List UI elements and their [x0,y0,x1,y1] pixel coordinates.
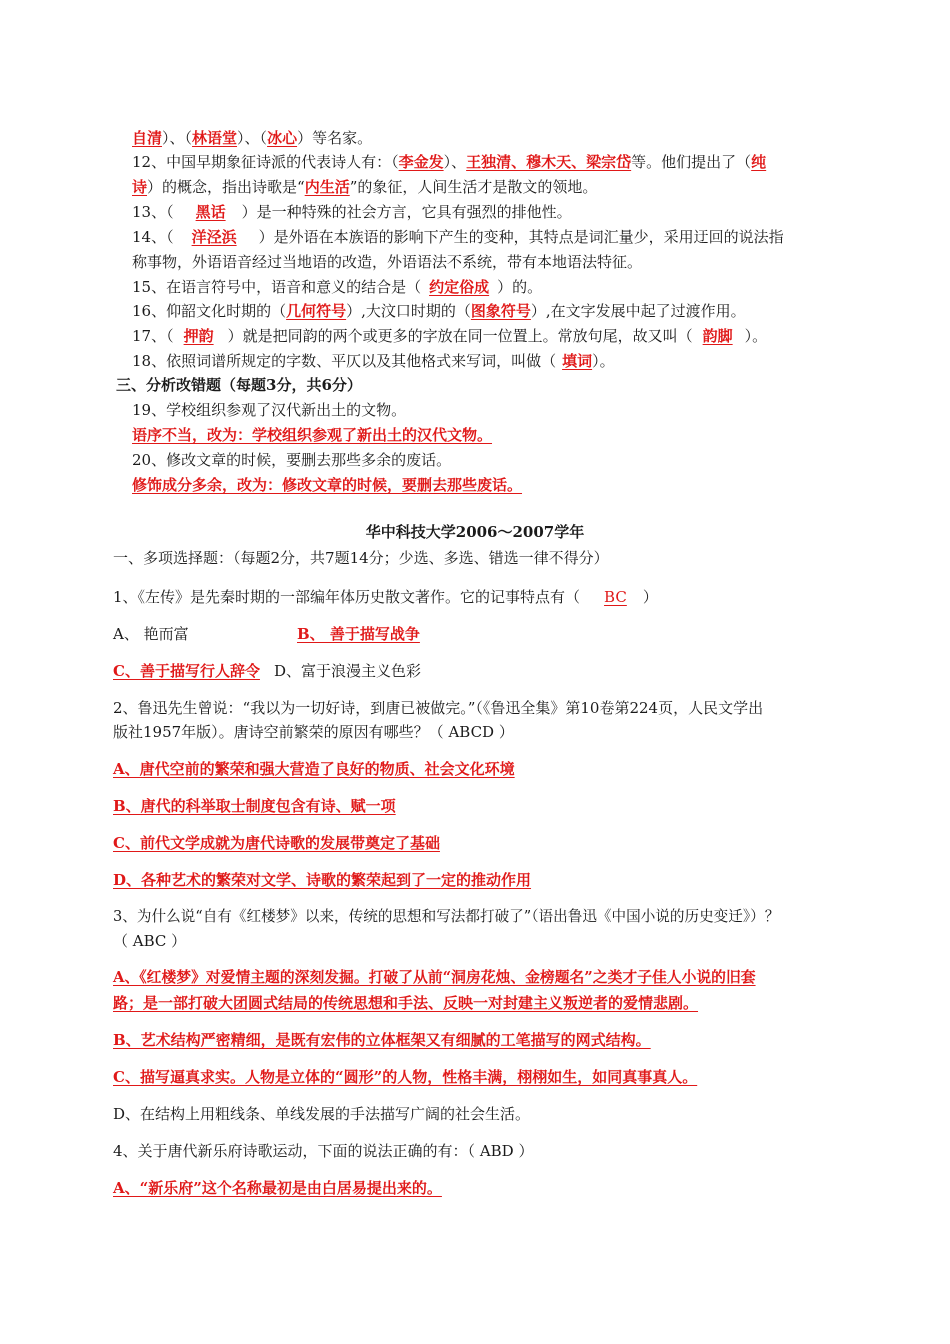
answer-text: 王独清、穆木天、梁宗岱 [466,153,632,171]
answer-text: 林语堂 [192,129,238,147]
question-text: ）,大汶口时期的（ [346,302,471,320]
answer-text: 冰心 [267,129,298,147]
answer-text: 纯 [751,153,767,171]
question-text: ）等名家。 [297,129,373,147]
section-heading-multiple-choice: 一、多项选择题：（每题2分，共7题14分；少选、多选、错选一律不得分） [113,549,609,567]
mc-question-1-options-cd [113,661,421,681]
section-heading-analysis: 三、分析改错题（每题3分，共6分） [116,376,362,394]
question-17 [132,326,767,346]
question-text: ）。 [744,327,768,345]
question-text: 12、中国早期象征诗派的代表诗人有：（ [132,153,399,171]
answer-text: 约定俗成 [429,278,490,296]
question-20: 20、修改文章的时候，要删去那些多余的废话。 [132,451,452,469]
question-16 [132,301,746,321]
answer-text: BC [604,588,627,606]
mc-question-2: 2、鲁迅先生曾说：“我以为一切好诗，到唐已被做完。”（《鲁迅全集》第10卷第224页，人民文学出 [113,699,764,717]
answer-text: 洋泾浜 [191,228,237,246]
question-14-continued: 称事物，外语语音经过当地语的改造，外语语法不系统，带有本地语法特征。 [132,253,643,271]
question-text: 18、依照词谱所规定的字数、平仄以及其他格式来写词，叫做（ [132,352,557,370]
question-12-continued [132,177,597,197]
answer-text: 黑话 [195,203,226,221]
question-text: ）就是把同韵的两个或更多的字放在同一位置上。常放句尾，故又叫（ [227,327,693,345]
exam-title: 华中科技大学2006～2007学年 [365,523,585,541]
mc-question-1-option-d: D、富于浪漫主义色彩 [273,662,421,680]
question-text: 15、在语言符号中，语音和意义的结合是（ [132,278,422,296]
question-19: 19、学校组织参观了汉代新出土的文物。 [132,401,407,419]
answer-text: 自清 [132,129,163,147]
answer-line-famous-writers [132,128,372,148]
question-text: ”的象征，人间生活才是散文的领地。 [349,178,598,196]
question-text: ）的。 [497,278,543,296]
question-text: ）、（ [237,129,268,147]
question-text: ）是一种特殊的社会方言，它具有强烈的排他性。 [241,203,572,221]
question-12 [132,152,766,172]
question-text: ）是外语在本族语的影响下产生的变种，其特点是词汇量少，采用迂回的说法指 [258,228,784,246]
mc-question-1 [113,587,658,607]
mc-question-1-option-b: B、 善于描写战争 [297,625,420,643]
question-text: 16、仰韶文化时期的（ [132,302,287,320]
mc-question-2-option-a: A、唐代空前的繁荣和强大营造了良好的物质、社会文化环境 [113,760,515,778]
mc-question-3-option-b: B、艺术结构严密精细，是既有宏伟的立体框架又有细腻的工笔描写的网式结构。 [113,1031,651,1049]
answer-text: 图象符号 [470,302,531,320]
question-text: ）的概念，指出诗歌是“ [147,178,305,196]
question-13 [132,202,572,222]
question-text: ）、 [443,153,467,171]
question-text: 等。他们提出了（ [631,153,752,171]
question-14 [132,227,784,247]
question-text: ）,在文字发展中起了过渡作用。 [530,302,746,320]
answer-text: 韵脚 [702,327,733,345]
answer-19: 语序不当，改为：学校组织参观了新出土的汉代文物。 [132,426,493,444]
question-text: ）。 [592,352,615,370]
question-15 [132,277,542,297]
answer-20: 修饰成分多余，改为：修改文章的时候，要删去那些废话。 [132,476,523,494]
question-text: 13、（ [132,203,174,221]
answer-text: 押韵 [183,327,214,345]
mc-question-3-option-a-line1: A、《红楼梦》对爱情主题的深刻发掘。打破了从前“洞房花烛、金榜题名”之类才子佳人小说的旧套 [113,969,756,986]
mc-question-2-option-b: B、唐代的科举取士制度包含有诗、赋一项 [113,797,396,815]
answer-text: 李金发 [398,153,444,171]
question-text: 14、（ [132,228,174,246]
mc-question-4-option-a: A、“新乐府”这个名称最初是由白居易提出来的。 [113,1179,442,1197]
question-text: 1、《左传》是先秦时期的一部编年体历史散文著作。它的记事特点有（ [113,588,581,606]
question-text: 17、（ [132,327,174,345]
mc-question-1-option-a: A、 艳而富 [113,625,189,643]
mc-question-2-continued: 版社1957年版）。唐诗空前繁荣的原因有哪些？（ ABCD ） [113,723,514,741]
question-18 [132,351,615,371]
answer-text: 内生活 [304,178,350,196]
mc-question-3: 3、为什么说“自有《红楼梦》以来，传统的思想和写法都打破了”（语出鲁迅《中国小说的历史变迁》）？ [113,908,780,925]
mc-question-3-option-a-line2: 路；是一部打破大团圆式结局的传统思想和手法、反映一对封建主义叛逆者的爱情悲剧。 [113,994,699,1012]
question-text: ）、（ [162,129,193,147]
mc-question-2-option-d: D、各种艺术的繁荣对文学、诗歌的繁荣起到了一定的推动作用 [113,871,532,889]
answer-text: 诗 [132,178,148,196]
mc-question-3-continued: （ ABC ） [113,932,187,950]
mc-question-4: 4、关于唐代新乐府诗歌运动，下面的说法正确的有：（ ABD ） [113,1142,534,1160]
mc-question-1-option-c: C、善于描写行人辞令 [113,662,260,680]
answer-text: 填词 [562,352,593,370]
answer-text: 几何符号 [286,302,347,320]
mc-question-2-option-c: C、前代文学成就为唐代诗歌的发展带奠定了基础 [113,834,440,852]
mc-question-3-option-d: D、在结构上用粗线条、单线发展的手法描写广阔的社会生活。 [113,1105,531,1123]
mc-question-3-option-c: C、描写逼真求实。人物是立体的“圆形”的人物，性格丰满，栩栩如生，如同真事真人。 [113,1068,698,1086]
question-text: ） [642,588,658,606]
